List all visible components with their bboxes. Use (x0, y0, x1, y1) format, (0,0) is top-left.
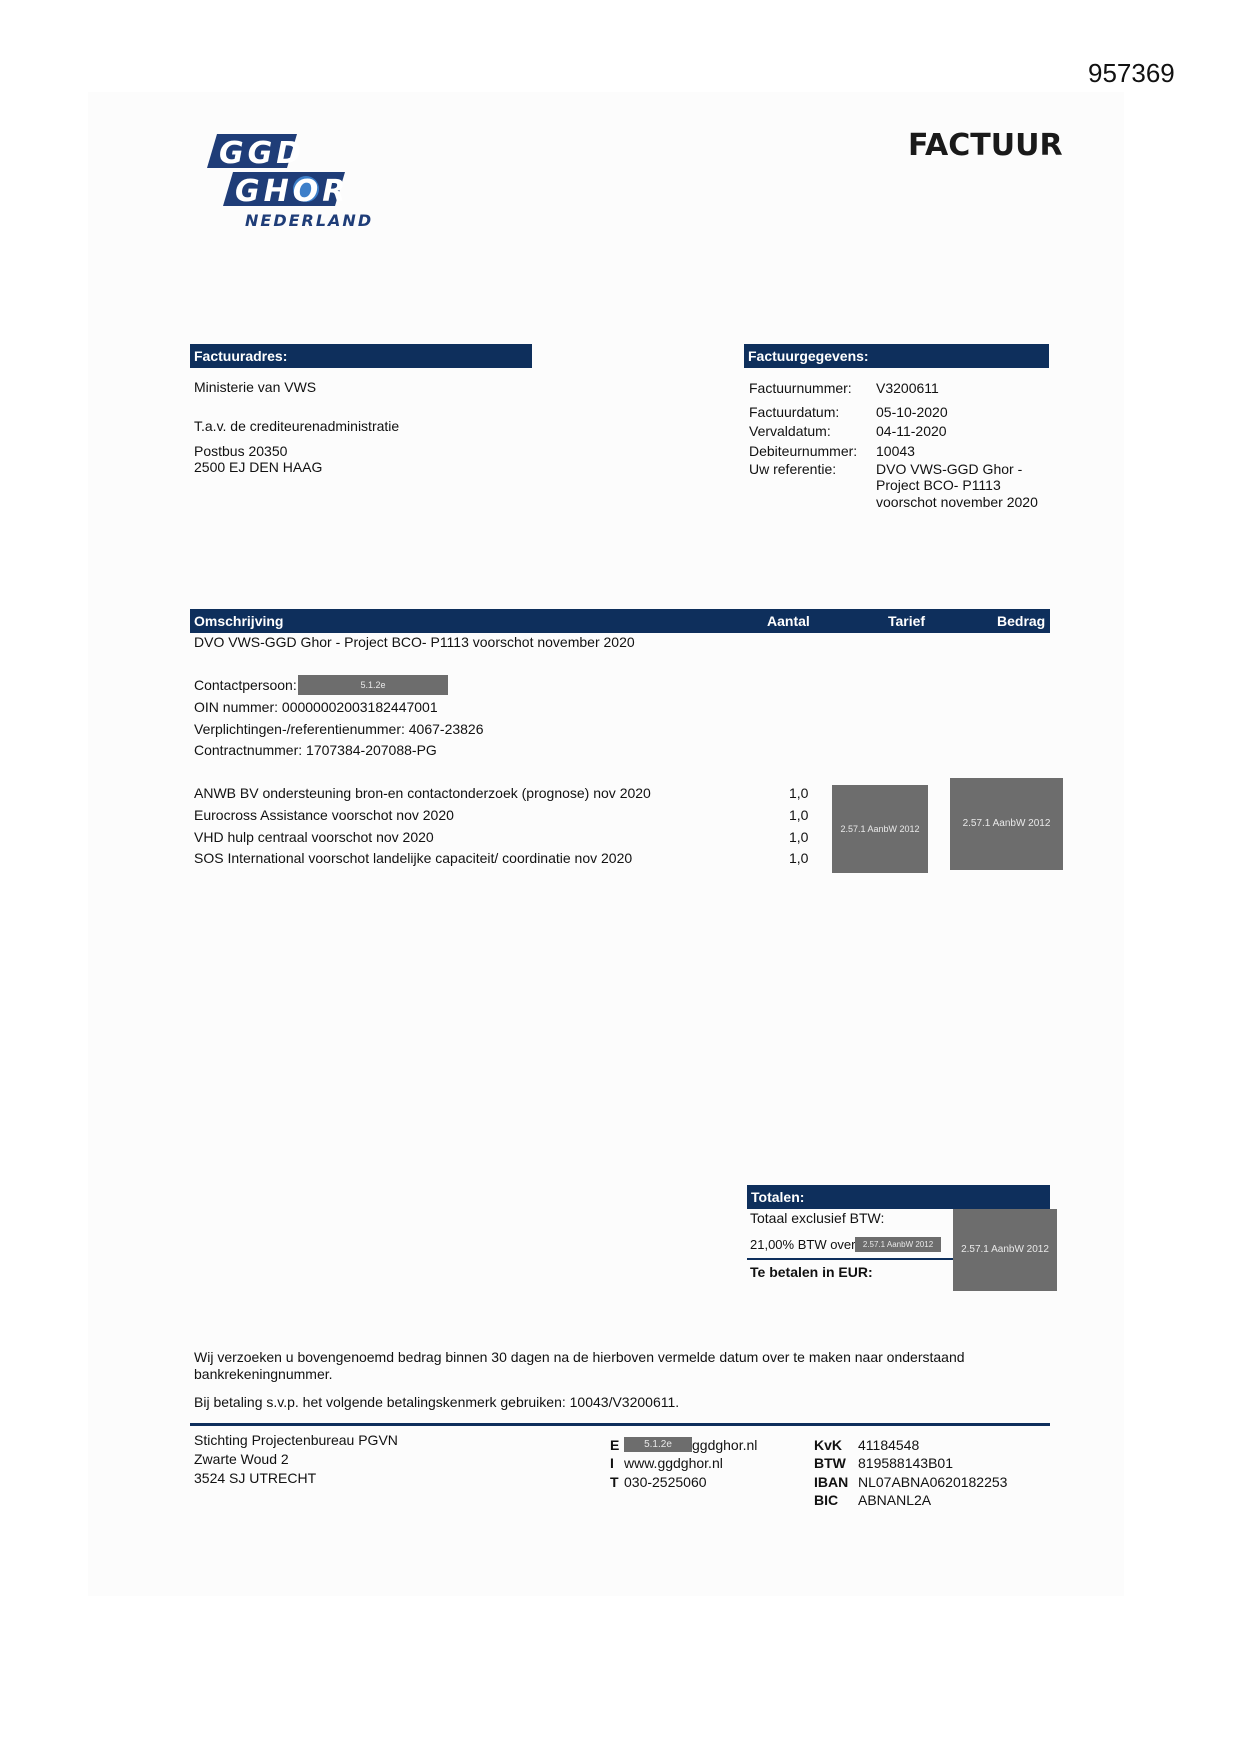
redaction-email: 5.1.2e (624, 1437, 692, 1452)
footer-divider (190, 1423, 1050, 1426)
address-line: T.a.v. de crediteurenadministratie (194, 418, 400, 434)
redaction-vat-base: 2.57.1 AanbW 2012 (855, 1237, 941, 1252)
document-number: 957369 (1088, 58, 1175, 88)
address-header: Factuuradres: (190, 344, 532, 368)
redaction-totals: 2.57.1 AanbW 2012 (953, 1209, 1057, 1291)
totals-divider (747, 1258, 953, 1260)
items-header (190, 609, 1050, 633)
col-bedrag: Bedrag (997, 613, 1046, 629)
address-line: 2500 EJ DEN HAAG (194, 459, 323, 475)
footer-contact-key: T (610, 1474, 619, 1490)
detail-label: Uw referentie: (749, 461, 837, 477)
footer-email[interactable]: ggdghor.nl (692, 1437, 758, 1453)
item-description: VHD hulp centraal voorschot nov 2020 (194, 829, 434, 845)
footer-bank-value: 41184548 (858, 1437, 920, 1453)
logo-text-ghor: GHOR (235, 174, 350, 209)
detail-label: Debiteurnummer: (749, 443, 858, 459)
description-title: DVO VWS-GGD Ghor - Project BCO- P1113 voorschot november 2020 (194, 634, 635, 650)
item-quantity: 1,0 (789, 850, 809, 866)
detail-value: Project BCO- P1113 (876, 477, 1001, 493)
address-line: Postbus 20350 (194, 443, 288, 459)
footer-org: Zwarte Woud 2 (194, 1451, 289, 1467)
reference-number: Verplichtingen-/referentienummer: 4067-23826 (194, 721, 484, 737)
total-pay-label: Te betalen in EUR: (750, 1264, 873, 1280)
footer-org: Stichting Projectenbureau PGVN (194, 1432, 398, 1448)
invoice-title: FACTUUR (908, 128, 1063, 163)
vat-label: 21,00% BTW over (750, 1237, 856, 1252)
redaction-contact: 5.1.2e (298, 675, 448, 695)
footer-org: 3524 SJ UTRECHT (194, 1470, 317, 1486)
footer-bank-key: BTW (814, 1455, 846, 1471)
col-tarief: Tarief (888, 613, 926, 629)
item-description: SOS International voorschot landelijke capaciteit/ coordinatie nov 2020 (194, 850, 633, 866)
footer-contact-key: I (610, 1455, 614, 1471)
footer-website[interactable]: www.ggdghor.nl (624, 1455, 723, 1471)
payment-instruction: Wij verzoeken u bovengenoemd bedrag binnen 30 dagen na de hierboven vermelde datum over te maken naar onderstaand (194, 1349, 965, 1365)
detail-value: 05-10-2020 (876, 404, 948, 420)
col-aantal: Aantal (767, 613, 810, 629)
logo-text-nederland: NEDERLAND (245, 211, 374, 230)
payment-reference: Bij betaling s.v.p. het volgende betalingskenmerk gebruiken: 10043/V3200611. (194, 1394, 680, 1410)
footer-bank-key: KvK (814, 1437, 843, 1453)
logo-text-ggd: GGD (219, 136, 306, 171)
total-excl-label: Totaal exclusief BTW: (750, 1210, 885, 1226)
item-description: Eurocross Assistance voorschot nov 2020 (194, 807, 454, 823)
footer-bank-value: ABNANL2A (858, 1492, 932, 1508)
detail-label: Vervaldatum: (749, 423, 831, 439)
redaction-tarief: 2.57.1 AanbW 2012 (832, 785, 928, 873)
footer-contact-key: E (610, 1437, 620, 1453)
footer-bank-value: NL07ABNA0620182253 (858, 1474, 1008, 1490)
detail-value: V3200611 (876, 380, 939, 396)
detail-value: voorschot november 2020 (876, 494, 1038, 510)
item-quantity: 1,0 (789, 807, 809, 823)
contract-number: Contractnummer: 1707384-207088-PG (194, 742, 437, 758)
detail-label: Factuurnummer: (749, 380, 852, 396)
details-header: Factuurgegevens: (744, 344, 1049, 368)
item-quantity: 1,0 (789, 785, 809, 801)
footer-bank-key: IBAN (814, 1474, 849, 1490)
footer-phone: 030-2525060 (624, 1474, 707, 1490)
detail-label: Factuurdatum: (749, 404, 840, 420)
payment-instruction: bankrekeningnummer. (194, 1366, 333, 1382)
footer-bank-key: BIC (814, 1492, 839, 1508)
redaction-bedrag: 2.57.1 AanbW 2012 (950, 778, 1063, 870)
detail-value: 04-11-2020 (876, 423, 947, 439)
item-description: ANWB BV ondersteuning bron-en contactonderzoek (prognose) nov 2020 (194, 785, 651, 801)
col-omschrijving: Omschrijving (194, 613, 284, 629)
detail-value: 10043 (876, 443, 915, 459)
footer-bank-value: 819588143B01 (858, 1455, 953, 1471)
contact-label: Contactpersoon: (194, 677, 297, 693)
oin-number: OIN nummer: 00000002003182447001 (194, 699, 438, 715)
totals-header: Totalen: (747, 1185, 1050, 1209)
address-line: Ministerie van VWS (194, 379, 317, 395)
ggd-ghor-logo (205, 132, 385, 232)
detail-value: DVO VWS-GGD Ghor - (876, 461, 1023, 477)
item-quantity: 1,0 (789, 829, 809, 845)
